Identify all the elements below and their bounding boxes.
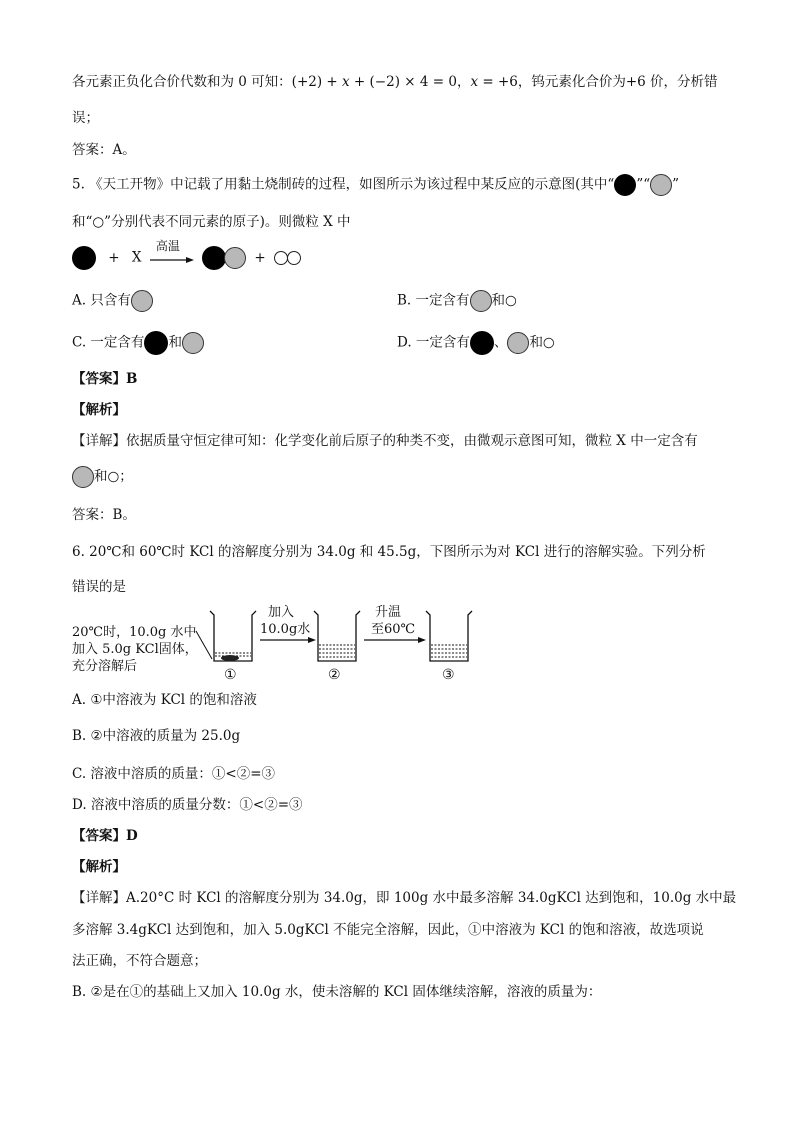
gray-atom-icon: [507, 332, 529, 354]
q4-line-1: [72, 72, 718, 92]
q5-detail-2: [72, 466, 133, 488]
reaction-condition: 高温: [155, 239, 180, 253]
figure-left-line-2: 加入 5.0g KCl固体，: [72, 642, 198, 657]
option-text: D. 一定含有: [397, 334, 470, 351]
q4-text: ，钨元素化合价为+6 价，分析错: [517, 74, 718, 90]
black-atom-icon: [72, 246, 96, 270]
q5-stem-line-2: 和“○”分别代表不同元素的原子)。则微粒 X 中: [72, 214, 351, 230]
reaction-arrow: [150, 239, 194, 268]
arrow-2-label-1: 升温: [375, 605, 402, 620]
beaker-2-icon: [312, 609, 362, 665]
q4-eq-part: + (−2) × 4 = 0: [349, 74, 457, 90]
beaker-3-icon: [424, 609, 474, 665]
arrow-1-label-1: 加入: [268, 605, 295, 620]
gray-atom-icon: [72, 466, 94, 488]
q5-option-a[interactable]: [72, 290, 153, 312]
figure-left-line-1: 20℃时，10.0g 水中: [72, 625, 197, 640]
q4-eq-x: x: [470, 74, 479, 90]
pointer-line: [194, 629, 214, 661]
arrow-icon: [364, 635, 426, 645]
q5-answer: 答案：B。: [72, 507, 136, 523]
q6-option-c[interactable]: C. 溶液中溶质的质量：①<②=③: [72, 766, 276, 782]
figure-left-line-3: 充分溶解后: [72, 659, 138, 674]
option-text: B. 一定含有: [397, 292, 470, 309]
q4-text: 各元素正负化合价代数和为 0 可知：: [72, 74, 292, 90]
arrow-icon: [260, 635, 316, 645]
beaker-1-icon: [208, 609, 258, 665]
q6-detail-2: 多溶解 3.4gKCl 达到饱和，加入 5.0gKCl 不能完全溶解，因此，①中溶液为 KCl 的饱和溶液，故选项说: [72, 922, 704, 938]
q5-reaction-equation: [72, 239, 301, 276]
option-text: A. 只含有: [72, 292, 131, 309]
black-atom-icon: [202, 246, 226, 270]
white-atom-icon: [274, 251, 288, 265]
gray-atom-icon: [131, 290, 153, 312]
q6-experiment-figure: [72, 605, 492, 687]
q6-stem-line-2: 错误的是: [72, 579, 126, 595]
q5-stem-text: ”: [672, 176, 680, 193]
q6-detail-1: 【详解】A.20°C 时 KCl 的溶解度分别为 34.0g，即 100g 水中最多溶解 34.0gKCl 达到饱和，10.0g 水中最: [72, 890, 737, 906]
option-text: 和: [168, 334, 182, 351]
q5-analysis-tag: 【解析】: [72, 402, 126, 418]
black-atom-icon: [470, 331, 494, 355]
q4-eq-x: x: [342, 74, 350, 90]
beaker-1-label: ①: [224, 667, 237, 683]
q5-option-d[interactable]: [397, 331, 555, 355]
option-text: C. 一定含有: [72, 334, 145, 351]
q6-detail-3: 法正确，不符合题意；: [72, 953, 207, 969]
gray-atom-icon: [470, 290, 492, 312]
q5-stem-text: 5. 《天工开物》中记载了用黏土烧制砖的过程，如图所示为该过程中某反应的示意图(其中“: [72, 176, 615, 193]
gray-atom-icon: [650, 174, 672, 196]
option-text: 和○: [529, 334, 555, 351]
q5-stem-text: ”“: [636, 176, 651, 193]
arrow-icon: [150, 248, 194, 268]
beaker-3-label: ③: [442, 667, 455, 683]
particle-x: X: [131, 249, 142, 266]
q4-eq-part: (+2) +: [291, 74, 343, 90]
plus-sign: +: [254, 249, 266, 266]
beaker-2-label: ②: [328, 667, 341, 683]
arrow-2-label-2: 至60℃: [371, 622, 416, 637]
q6-option-b[interactable]: B. ②中溶液的质量为 25.0g: [72, 728, 241, 744]
q5-answer-tag: 【答案】B: [72, 371, 138, 387]
q6-answer-tag: 【答案】D: [72, 828, 138, 844]
q4-sep: ，: [456, 74, 471, 90]
q6-option-a[interactable]: A. ①中溶液为 KCl 的饱和溶液: [72, 692, 257, 708]
q6-stem-line-1: 6. 20℃和 60℃时 KCl 的溶解度分别为 34.0g 和 45.5g，下图所示为对 KCl 进行的溶解实验。下列分析: [72, 544, 706, 560]
gray-atom-icon: [224, 247, 246, 269]
detail-text: 和○；: [94, 468, 133, 485]
q4-line-2: 误；: [72, 110, 99, 126]
q5-option-c[interactable]: [72, 331, 204, 355]
black-atom-icon: [614, 174, 636, 196]
q6-option-d[interactable]: D. 溶液中溶质的质量分数：①<②=③: [72, 797, 303, 813]
white-atom-icon: [287, 251, 301, 265]
plus-sign: +: [108, 249, 120, 266]
q6-detail-4: B. ②是在①的基础上又加入 10.0g 水，使未溶解的 KCl 固体继续溶解，溶液的质量为：: [72, 984, 602, 1000]
q5-stem-line-1: [72, 174, 679, 196]
gray-atom-icon: [182, 332, 204, 354]
option-text: 和○: [491, 292, 517, 309]
option-text: 、: [493, 334, 508, 351]
arrow-1-label-2: 10.0g水: [260, 622, 311, 637]
q5-detail: 【详解】依据质量守恒定律可知：化学变化前后原子的种类不变，由微观示意图可知，微粒 X 中一定含有: [72, 433, 698, 449]
q6-analysis-tag: 【解析】: [72, 859, 126, 875]
q4-eq-part: = +6: [478, 74, 518, 90]
q5-option-b[interactable]: [397, 290, 517, 312]
black-atom-icon: [144, 331, 168, 355]
q4-answer: 答案：A。: [72, 142, 136, 158]
